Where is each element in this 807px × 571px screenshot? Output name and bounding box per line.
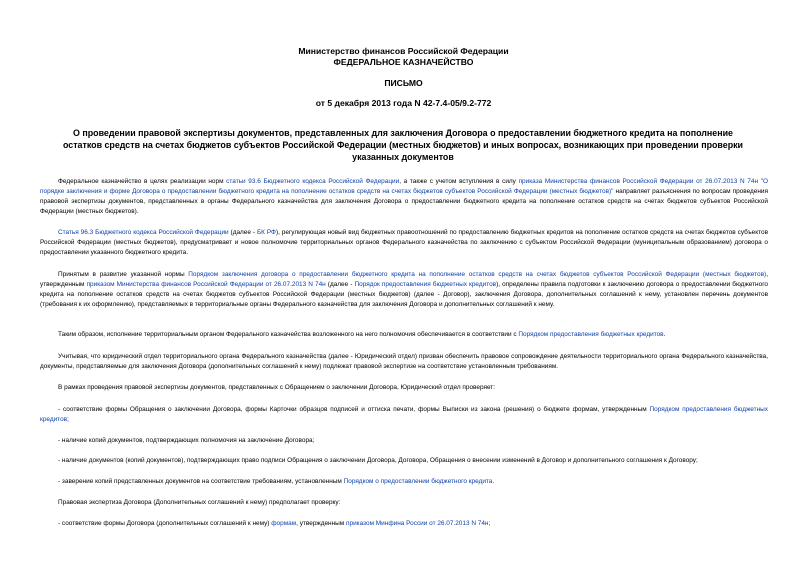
paragraph-text: - заверение копий представленных документов на соответствие требованиям, установленным xyxy=(58,478,344,485)
document-link[interactable]: приказом Министерства финансов Российской Федерации от 26.07.2013 N 74н xyxy=(86,281,326,288)
paragraph-text: Таким образом, исполнение территориальным органом Федерального казначейства возложенного на него полномочия обеспечивается в соответствии с xyxy=(58,331,519,338)
document-link[interactable]: формам xyxy=(271,520,297,527)
paragraph-text: Федеральное казначейство в целях реализации норм xyxy=(58,178,227,185)
paragraph-text: Правовая экспертиза Договора (Дополнительных соглашений к нему) предполагает проверку: xyxy=(58,499,341,506)
document-link[interactable]: Порядком о предоставлении бюджетного кредита xyxy=(343,478,493,485)
paragraph xyxy=(40,456,768,466)
paragraph-text: , утвержденным xyxy=(296,520,346,527)
document-type: ПИСЬМО xyxy=(384,78,423,88)
document-link[interactable]: "О порядке заключения и форме Договора о предоставлении бюджетного кредита на пополнение остатков средств на счетах бюджетов субъектов Российской Федерации (местных бюджетов)" xyxy=(40,178,768,195)
paragraph-text: , утвержденным xyxy=(40,271,768,288)
paragraph xyxy=(40,228,768,258)
paragraph-text: (далее - xyxy=(325,281,355,288)
document-link[interactable]: приказа Министерства финансов Российской Федерации от 26.07.2013 N 74н xyxy=(518,178,759,185)
document-title: О проведении правовой экспертизы документов, представленных для заключения Договора о предоставлении бюджетного кредита на пополнение остатков средств на счетах бюджетов субъектов Российской Федерации (местных бюджетов) и иных вопросах, возникающих при проведении проверки указанных документов xyxy=(62,128,744,162)
paragraph xyxy=(40,330,768,340)
paragraph-text: - соответствие формы Договора (дополнительных соглашений к нему) xyxy=(58,520,272,527)
paragraph-text: - наличие копий документов, подтверждающих полномочия на заключение Договора; xyxy=(58,437,315,444)
document-link[interactable]: Статья 96.3 Бюджетного кодекса Российской Федерации xyxy=(58,229,229,236)
paragraph xyxy=(40,436,768,446)
document-link[interactable]: Порядком заключения договора о предоставлении бюджетного кредита на пополнение остатков средств на счетах бюджетов субъектов Российской Федерации (местных бюджетов) xyxy=(188,271,767,278)
paragraph-text: - наличие документов (копий документов), подтверждающих право подписи Обращения о заключении Договора, Договора, Обращения о внесении изменений в Договор и дополнительного соглашения к Договору; xyxy=(58,457,698,464)
paragraph-text: (далее - xyxy=(228,229,257,236)
document-link[interactable]: Порядком предоставления бюджетных кредитов xyxy=(518,331,664,338)
document-link[interactable]: Порядком предоставления бюджетных кредитов xyxy=(40,406,769,423)
paragraph xyxy=(40,477,768,487)
ministry-name: Министерство финансов Российской Федерации xyxy=(298,46,509,56)
paragraph xyxy=(40,519,768,529)
paragraph-text: ; xyxy=(67,416,69,423)
paragraph xyxy=(40,270,768,310)
paragraph xyxy=(40,383,768,393)
paragraph-text: . xyxy=(663,331,666,338)
paragraph xyxy=(40,498,768,508)
paragraph-text: - соответствие формы Обращения о заключении Договора, формы Карточки образцов подписей и оттиска печати, формы Выписки из закона (решения) о бюджете формам, утвержденным xyxy=(58,406,650,413)
document-link[interactable]: приказом Минфина России от 26.07.2013 N 74н xyxy=(346,520,489,527)
department-name: ФЕДЕРАЛЬНОЕ КАЗНАЧЕЙСТВО xyxy=(333,57,474,67)
paragraph-text: Учитывая, что юридический отдел территориального органа Федерального казначейства (далее - Юридический отдел) призван обеспечить правовое сопровождение деятельности территориального органа Федерального казначейства, документы, представляемые для заключения Договора (дополнительных соглашений к нему) подлежат правовой экспертизе на соответствие установленным требованиям. xyxy=(40,353,768,370)
paragraph-text: Принятым в развитие указанной нормы xyxy=(58,271,189,278)
document-link[interactable]: Порядок предоставления бюджетных кредитов xyxy=(354,281,497,288)
paragraph-text: ; xyxy=(488,520,491,527)
paragraph xyxy=(40,352,768,372)
document-link[interactable]: БК РФ xyxy=(256,229,276,236)
paragraph-text: . xyxy=(492,478,495,485)
paragraph-text: , а также с учетом вступления в силу xyxy=(399,178,519,185)
paragraph xyxy=(40,405,768,425)
document-date-number: от 5 декабря 2013 года N 42-7.4-05/9.2-772 xyxy=(315,98,492,108)
document-link[interactable]: статьи 93.6 Бюджетного кодекса Российской Федерации xyxy=(226,178,400,185)
paragraph-text: направляет разъяснения по вопросам проведения правовой экспертизы документов, представленных в органы Федерального казначейства для заключения Договора о предоставлении бюджетного кредита на пополнение остатков средств на счетах бюджетов субъектов Российской Федерации (местных бюджетов). xyxy=(40,188,768,215)
paragraph-text: В рамках проведения правовой экспертизы документов, представленных с Обращением о заключении Договора, Юридический отдел проверяет: xyxy=(58,384,496,391)
paragraph-text: ), определены правила подготовки к заключению договора о предоставлении бюджетного кредита на пополнение остатков средств на счетах бюджетов субъектов Российской Федерации (местных бюджетов) (далее - Договор), заключения Договора, дополнительных соглашений к нему, установлен перечень документов (требования к их оформлению), представляемых в территориальные органы Федерального казначейства для заключения Договора и дополнительных соглашений к нему. xyxy=(40,281,768,308)
paragraph xyxy=(40,177,768,217)
paragraph-text: ), регулирующая новый вид бюджетных правоотношений по предоставлению бюджетных кредитов на пополнение остатков средств на счетах бюджетов субъектов Российской Федерации (местных бюджетов), предусматривает и новое полномочие территориальных органов Федерального казначейства по заключению с субъектом Российской Федерации (муниципальным образованием) договора о предоставлении указанного бюджетного кредита. xyxy=(40,229,768,256)
